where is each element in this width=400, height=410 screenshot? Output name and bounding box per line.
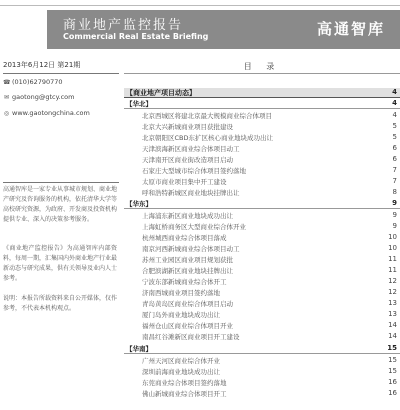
toc-item[interactable] (124, 110, 400, 121)
toc-item-page: 13 (388, 299, 397, 307)
toc-item-label: 天津滨海新区商业综合体项目动工 (142, 145, 240, 153)
toc-item-page: 15 (388, 356, 397, 364)
toc-item-page: 9 (392, 211, 397, 219)
toc-item-page: 12 (388, 288, 397, 296)
toc-item-label: 福州仓山区商业综合体项目开业 (142, 322, 233, 330)
toc-item-page: 4 (392, 111, 397, 119)
toc-item[interactable] (124, 377, 400, 388)
toc-subsection-page: 9 (392, 199, 397, 207)
toc-item[interactable] (124, 154, 400, 165)
top-strip (0, 0, 400, 6)
divider (3, 182, 119, 183)
toc-item-page: 8 (392, 188, 397, 196)
contact-website (3, 109, 119, 117)
sidebar (0, 58, 123, 410)
toc-item-page: 11 (388, 266, 397, 274)
toc-subsection-label: 【华北】 (126, 100, 152, 108)
toc-subsection-label: 【华南】 (126, 345, 152, 353)
toc-item-label: 东莞商业综合体项目签约落地 (142, 379, 227, 387)
toc-title: 目 录 (124, 61, 400, 74)
toc-item-page: 5 (392, 122, 397, 130)
toc-item-label: 济南西城商业项目签约落地 (142, 289, 220, 297)
toc-item[interactable] (124, 143, 400, 154)
toc-item-label: 天津南开区商业街改造项目启动 (142, 156, 233, 164)
report-paragraph: 《商业地产监控报告》为高通智库内部资料，每周一期，汇集国内外商业地产行业最新动态与研究成果，供有关领导及业内人士参考。 (3, 245, 118, 282)
toc-item-label: 呼和浩特新城区商业地块挂牌出让 (142, 189, 240, 197)
toc-item[interactable] (124, 287, 400, 298)
toc-item[interactable] (124, 355, 400, 366)
toc-item-page: 14 (388, 332, 397, 340)
toc-item-page: 16 (388, 378, 397, 386)
toc-item-label: 上海虹桥商务区大型商业综合体开业 (142, 223, 246, 231)
toc-item[interactable] (124, 132, 400, 143)
toc-item-page: 7 (392, 166, 397, 174)
toc-subsection-label: 【华东】 (126, 200, 152, 208)
toc-item-page: 10 (388, 244, 397, 252)
email-address[interactable]: gaotong@gtcy.com (12, 93, 75, 101)
toc-item-page: 9 (392, 222, 397, 230)
toc-item-page: 13 (388, 310, 397, 318)
toc-item-page: 5 (392, 133, 397, 141)
contact-phone (3, 78, 119, 86)
toc-item-page: 14 (388, 321, 397, 329)
globe-icon: ◎ (3, 110, 10, 117)
toc-item-label: 广州天河区商业综合体开业 (142, 357, 220, 365)
toc-subsection-north[interactable] (124, 99, 400, 109)
toc-item-label: 合肥滨湖新区商业地块挂牌出让 (142, 267, 233, 275)
toc-item-label: 宁波东部新城商业综合体开工 (142, 278, 227, 286)
header-banner (47, 10, 400, 49)
toc-item[interactable] (124, 121, 400, 132)
toc-item-page: 6 (392, 155, 397, 163)
toc-item[interactable] (124, 187, 400, 198)
toc-item[interactable] (124, 243, 400, 254)
toc-item-label: 南京河西新城商业综合体项目动工 (142, 245, 240, 253)
toc-item[interactable] (124, 165, 400, 176)
toc-item-label: 南昌红谷滩新区商业项目开工建设 (142, 333, 240, 341)
mail-icon: ✉ (3, 94, 10, 101)
toc-item-label: 青岛黄岛区商业综合体项目启动 (142, 300, 233, 308)
toc-section-page: 4 (392, 88, 397, 96)
toc-item-page: 10 (388, 233, 397, 241)
toc-subsection-page: 4 (392, 99, 397, 107)
toc-item-label: 佛山新城商业综合体项目开工 (142, 390, 227, 398)
toc-item[interactable] (124, 254, 400, 265)
toc-item-label: 北京西城区将建北京最大规模商业综合体项目 (142, 112, 272, 120)
toc-item[interactable] (124, 221, 400, 232)
toc-item[interactable] (124, 298, 400, 309)
toc-item-page: 6 (392, 144, 397, 152)
issue-date: 2013年6月12日 第21期 (3, 60, 119, 74)
toc-section-label: 【商业地产项目动态】 (126, 89, 196, 97)
toc-item-label: 厦门岛外商业地块成功出让 (142, 311, 220, 319)
toc-item[interactable] (124, 210, 400, 221)
toc-item[interactable] (124, 320, 400, 331)
toc-item-label: 杭州城西商业综合体项目落成 (142, 234, 227, 242)
brand-name: 高通智库 (317, 20, 386, 38)
toc-item-label: 太原市商业项目集中开工建设 (142, 178, 227, 186)
disclaimer-paragraph: 说明：本报告所载资料来自公开媒体，仅作参考，不代表本机构观点。 (3, 295, 118, 312)
report-title-en: Commercial Real Estate Briefing (63, 32, 209, 41)
toc-subsection-south[interactable] (124, 344, 400, 354)
toc-item-page: 15 (388, 367, 397, 375)
toc-item-label: 北京朝阳区CBD东扩区核心商业地块成功出让 (142, 134, 274, 142)
toc-item-label: 石家庄大型城市综合体项目签约落地 (142, 167, 246, 175)
toc-subsection-east[interactable] (124, 199, 400, 209)
toc-item[interactable] (124, 276, 400, 287)
toc-item-page: 16 (388, 389, 397, 397)
toc-item-page: 11 (388, 255, 397, 263)
toc-item[interactable] (124, 331, 400, 342)
toc-section[interactable] (124, 88, 400, 98)
toc-item-label: 北京大兴新城商业项目获批建设 (142, 123, 233, 131)
toc-item-label: 上海浦东新区商业地块成功出让 (142, 212, 233, 220)
toc-item[interactable] (124, 388, 400, 399)
phone-icon: ☎ (3, 79, 11, 86)
toc-item-page: 12 (388, 277, 397, 285)
toc-item[interactable] (124, 265, 400, 276)
phone-number: (010)62790770 (12, 78, 63, 86)
toc-item-label: 深圳前海商业地块成功出让 (142, 368, 220, 376)
toc-item[interactable] (124, 232, 400, 243)
toc-item-label: 苏州工业园区商业项目规划获批 (142, 256, 233, 264)
toc-item[interactable] (124, 366, 400, 377)
contact-email (3, 93, 119, 101)
intro-paragraph: 高通智库是一家专业从事城市规划、商业地产研究及咨询服务的机构，依托清华大学等高校研究资源，为政府、开发商及投资机构提供专业、深入的决策参考服务。 (3, 186, 118, 223)
toc-item-page: 7 (392, 177, 397, 185)
website-link[interactable]: www.gaotongchina.com (12, 109, 90, 117)
toc-subsection-page: 15 (387, 344, 397, 352)
toc-item[interactable] (124, 176, 400, 187)
report-title: 商业地产监控报告 (63, 18, 184, 33)
toc-item[interactable] (124, 309, 400, 320)
